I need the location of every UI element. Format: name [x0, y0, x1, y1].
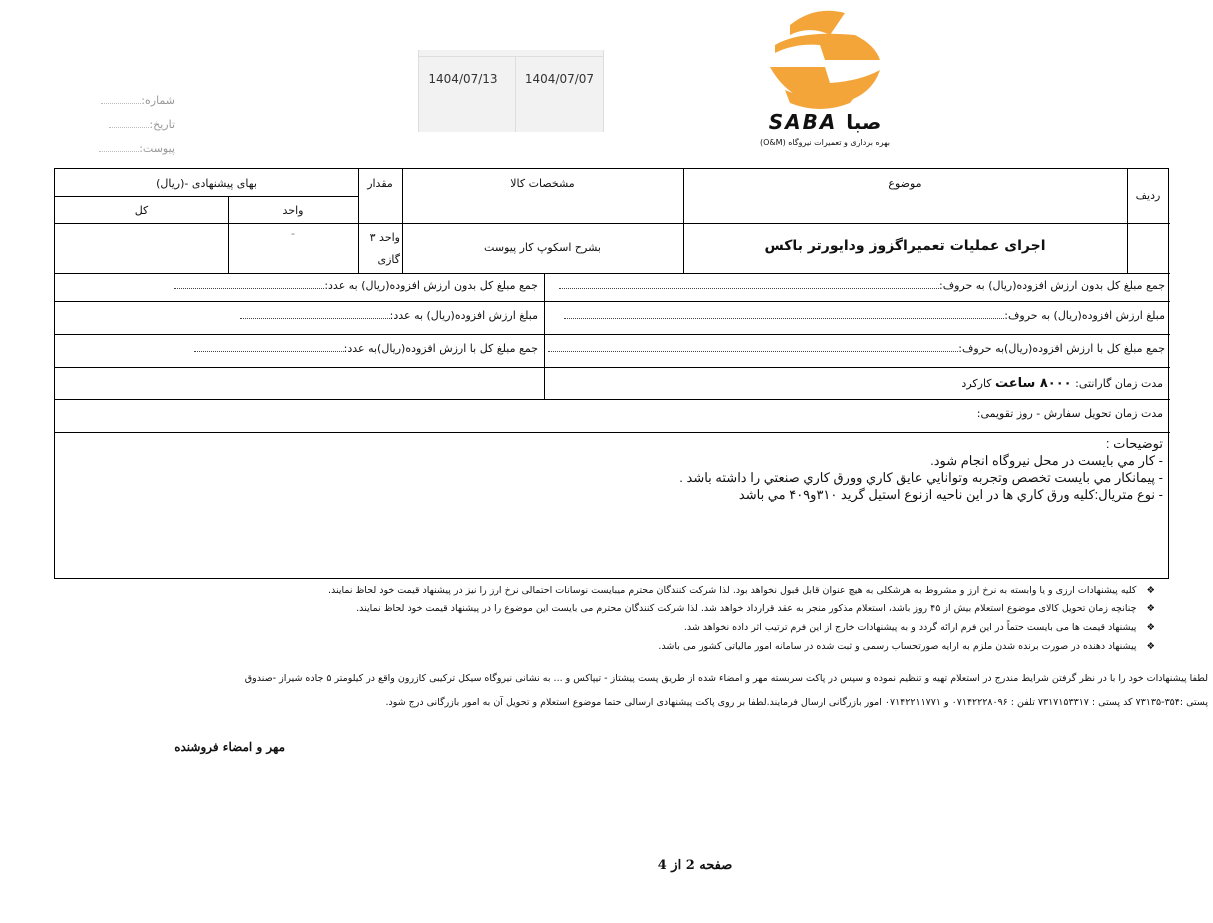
date-deadline: 1404/07/13 — [428, 72, 498, 86]
delivery-time: مدت زمان تحویل سفارش - روز تقویمی: — [976, 407, 1163, 420]
instructions-line: لطفا پیشنهادات خود را با در نظر گرفتن شرایط مندرج در استعلام تهیه و تنظیم نموده و سپس در پاکت سربسته مهر و امضاء شده از طریق پست پیشتاز - تیپاکس و ... به نشانی نیروگاه سیکل ترکیبی کازرون واقع در کیلومتر ۵ جاده شیراز -صندوق — [244, 673, 1208, 684]
sum-with-vat-number: جمع مبلغ کل با ارزش افزوده(ریال)به عدد: — [194, 342, 538, 355]
sum-no-vat-words: جمع مبلغ کل بدون ارزش افزوده(ریال) به حروف: — [559, 279, 1165, 292]
attachment-field: پیوست: — [85, 142, 175, 155]
col-price-header: بهای پیشنهادی -(ریال) — [156, 177, 257, 190]
date-field: تاریخ: — [85, 118, 175, 131]
col-total-header: کل — [134, 204, 149, 217]
note-item: - کار مي بايست در محل نيروگاه انجام شود. — [930, 453, 1163, 468]
brand-tagline: بهره برداری و تعمیرات نیروگاه (O&M) — [760, 138, 890, 147]
vat-words: مبلغ ارزش افزوده(ریال) به حروف: — [564, 309, 1165, 322]
col-specs-header: مشخصات کالا — [510, 177, 575, 190]
condition-item: ❖پیشنهاد دهنده در صورت برنده شدن ملزم به ارایه صورتحساب رسمی و ثبت شده در سامانه امور مالیاتی کشور می باشد. — [658, 641, 1155, 652]
col-row-header: ردیف — [1135, 189, 1161, 202]
date-issued: 1404/07/07 — [515, 56, 603, 132]
condition-item: ❖پیشنهاد قیمت ها می بایست حتماً در این فرم ارائه گردد و به پیشنهادات خارج از این فرم ترتیب اثر داده نخواهد شد. — [683, 622, 1155, 633]
date-box — [418, 50, 604, 132]
sum-with-vat-words: جمع مبلغ کل با ارزش افزوده(ریال)به حروف: — [548, 342, 1165, 355]
brand-name: SABA صبا — [768, 110, 882, 134]
col-subject-header: موضوع — [888, 177, 922, 190]
item-qty: واحد ۳ گازی — [369, 231, 400, 266]
number-field: شماره: — [85, 94, 175, 107]
saba-globe-icon — [730, 5, 920, 115]
notes — [679, 435, 1163, 503]
item-specs: بشرح اسکوپ کار پیوست — [484, 241, 601, 254]
vat-number: مبلغ ارزش افزوده(ریال) به عدد: — [240, 309, 538, 322]
warranty: مدت زمان گارانتی: ۸۰۰۰ ساعت کارکرد — [961, 376, 1163, 391]
col-qty-header: مقدار — [367, 177, 393, 190]
notes-title: توضیحات : — [1105, 436, 1163, 451]
condition-item: ❖کلیه پیشنهادات ارزی و یا وابسته به نرخ ارز و مشروط به هرشکلی به هیچ عنوان قابل قبول نخواهد بود. لذا شرکت کنندگان محترم میبایست نوسانات احتمالی نرخ ارز را نیز در پیشنهاد قیمت خود لحاظ نمایند. — [327, 585, 1155, 596]
seller-signature-label: مهر و امضاء فروشنده — [174, 740, 285, 754]
note-item: - پيمانکار مي بايست تخصص وتجربه وتوانايي عايق کاري وورق کاري صنعتي را داشته باشد . — [679, 470, 1163, 485]
col-unit-header: واحد — [282, 204, 304, 217]
note-item: - نوع متريال:کليه ورق کاري ها در اين ناحيه ازنوع استيل گريد ۳۱۰و۴۰۹ مي باشد — [738, 487, 1163, 502]
item-subject: اجرای عملیات تعمیراگزوز ودایورتر باکس — [764, 238, 1046, 254]
saba-logo — [730, 5, 920, 155]
item-unit-price: - — [291, 227, 295, 240]
quote-table — [54, 168, 1169, 579]
page-number: صفحه 2 از 4 — [657, 858, 733, 873]
instructions-line: پستی :۳۵۴-۷۳۱۳۵ کد پستی : ۷۳۱۷۱۵۳۳۱۷ تلفن : ۰۷۱۴۲۲۲۸۰۹۶ و ۰۷۱۴۲۲۱۱۷۷۱ امور بازرگانی ارسال فرمایند.لطفا بر روی پاکت پیشنهادی ارسالی حتما موضوع استعلام و تحویل آن به امور بازرگانی درج شود. — [385, 697, 1208, 708]
condition-item: ❖چنانچه زمان تحویل کالای موضوع استعلام بیش از ۴۵ روز باشد، استعلام مذکور منجر به عقد قرارداد خواهد شد. لذا شرکت کنندگان محترم می بایست این موضوع را در پیشنهاد قیمت خود لحاظ نمایند. — [356, 603, 1155, 614]
sum-no-vat-number: جمع مبلغ کل بدون ارزش افزوده(ریال) به عدد: — [174, 279, 538, 292]
